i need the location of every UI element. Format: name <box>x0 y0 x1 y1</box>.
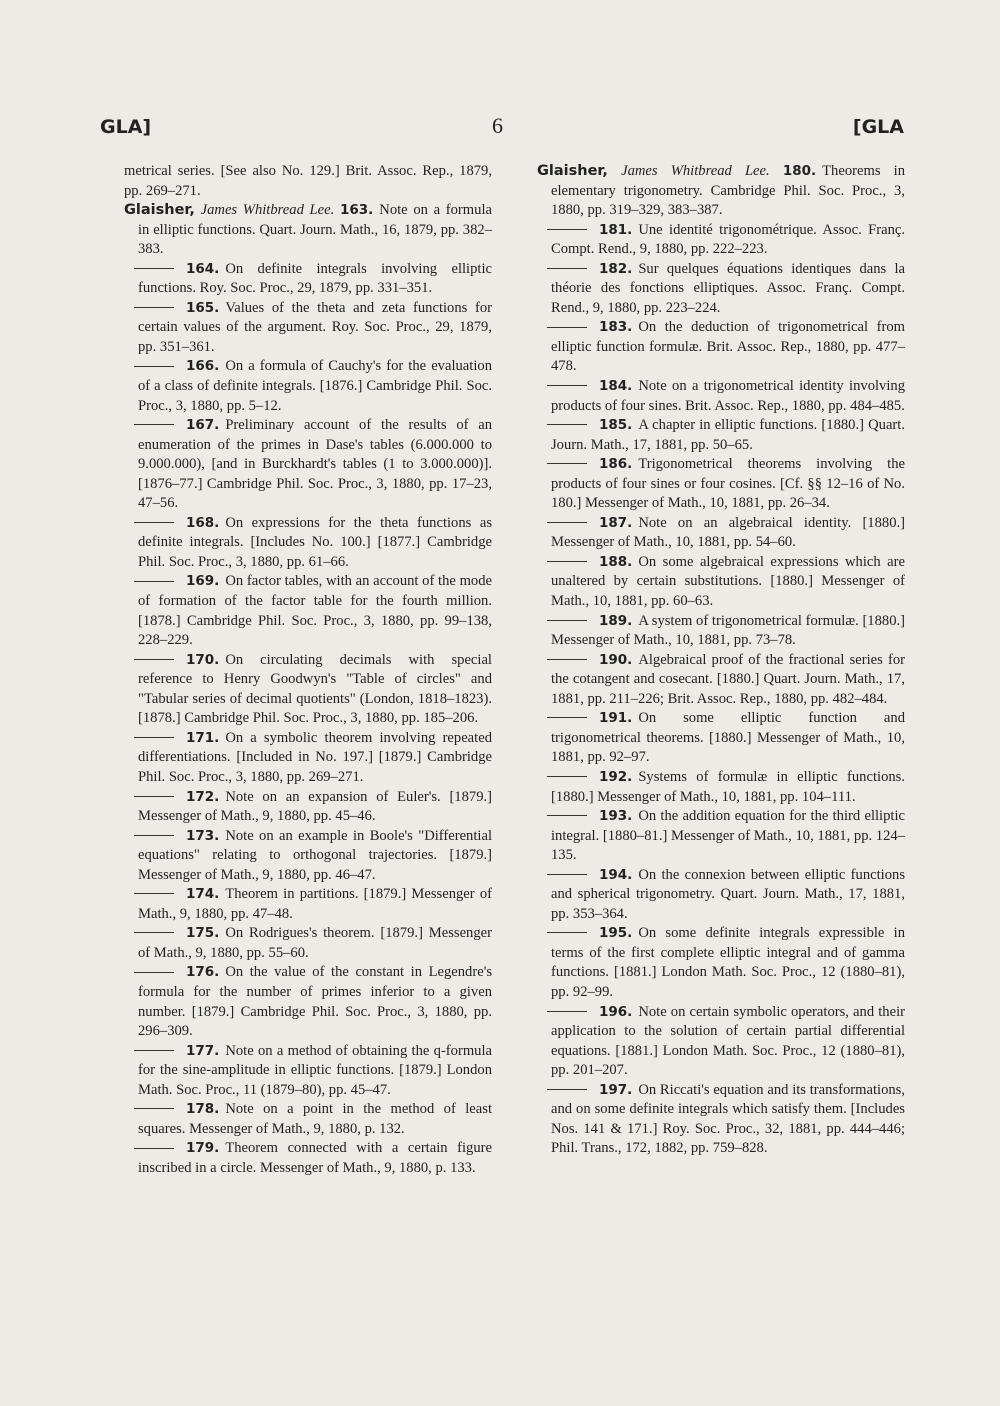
entry-number: 172. <box>186 788 220 805</box>
ditto-dash <box>547 385 587 386</box>
ditto-dash <box>547 327 587 328</box>
author-given-names: James Whitbread Lee. <box>621 163 770 179</box>
entry-text: On some algebraical expressions which are unaltered by certain substitutions. [1880.] Messenger of Math., 10, 1881, pp. 60–63. <box>551 553 905 610</box>
catalogue-entry <box>537 514 905 553</box>
entry-number: 175. <box>186 925 220 942</box>
catalogue-entry <box>537 651 905 710</box>
catalogue-entry <box>537 221 905 260</box>
entry-number: 182. <box>599 260 633 277</box>
entry-number: 181. <box>599 221 633 238</box>
entry-number: 176. <box>186 964 220 981</box>
catalogue-entry <box>124 1139 492 1178</box>
entry-text: Preliminary account of the results of an enumeration of the primes in Dase's tables (6.000.000 to 9.000.000), [and in Burckhardt's tables (1 to 3.000.000)]. [1876–77.] Cambridge Phil. Soc. Proc., 3, 1880, pp. 17–23, 47–56. <box>138 417 492 512</box>
ditto-dash <box>134 796 174 797</box>
entry-text: On Riccati's equation and its transformations, and on some definite integrals which satisfy them. [Includes Nos. 141 & 171.] Roy. Soc. Proc., 32, 1881, pp. 444–446; Phil. Trans., 172, 1882, pp. 759–828. <box>551 1081 905 1157</box>
catalogue-entry <box>537 612 905 651</box>
continued-entry <box>124 162 492 201</box>
ditto-dash <box>547 1089 587 1090</box>
catalogue-entry <box>124 651 492 729</box>
entry-text: On factor tables, with an account of the mode of formation of the factor table for the fourth million. [1878.] Cambridge Phil. Soc. Proc., 3, 1880, pp. 99–138, 228–229. <box>138 573 492 649</box>
ditto-dash <box>134 268 174 269</box>
entry-text: Theorems in elementary trigonometry. Cambridge Phil. Soc. Proc., 3, 1880, pp. 319–329, 383–387. <box>551 163 905 219</box>
entry-number: 188. <box>599 553 633 570</box>
entry-text: A chapter in elliptic functions. [1880.] Quart. Journ. Math., 17, 1881, pp. 50–65. <box>551 417 905 453</box>
entry-number: 191. <box>599 710 633 727</box>
running-head-left: GLA] <box>100 116 152 138</box>
entry-number: 174. <box>186 886 220 903</box>
catalogue-entry <box>124 788 492 827</box>
entry-number: 187. <box>599 514 633 531</box>
ditto-dash <box>134 424 174 425</box>
ditto-dash <box>547 932 587 933</box>
ditto-dash <box>547 561 587 562</box>
ditto-dash <box>134 972 174 973</box>
catalogue-entry <box>537 377 905 416</box>
ditto-dash <box>547 620 587 621</box>
entry-number: 189. <box>599 612 633 629</box>
entry-number: 196. <box>599 1003 633 1020</box>
entry-number: 192. <box>599 768 633 785</box>
entry-text: Note on a trigonometrical identity involving products of four sines. Brit. Assoc. Rep., 1880, pp. 484–485. <box>551 378 905 414</box>
catalogue-entry <box>537 866 905 925</box>
entry-number: 169. <box>186 573 220 590</box>
author-surname: Glaisher, <box>124 202 195 219</box>
entry-text: On some definite integrals expressible in terms of the first complete elliptic integral and of gamma functions. [1881.] London Math. Soc. Proc., 12 (1880–81), pp. 92–99. <box>551 925 905 1000</box>
catalogue-entry <box>537 1003 905 1081</box>
entry-number: 177. <box>186 1042 220 1059</box>
catalogue-entry <box>124 416 492 514</box>
ditto-dash <box>547 1011 587 1012</box>
catalogue-entry <box>124 1100 492 1139</box>
entry-number: 168. <box>186 514 220 531</box>
entry-text: Note on a formula in elliptic functions. Quart. Journ. Math., 16, 1879, pp. 382–383. <box>138 202 492 258</box>
page-number: 6 <box>492 113 503 138</box>
ditto-dash <box>134 1050 174 1051</box>
entry-text: On the addition equation for the third elliptic integral. [1880–81.] Messenger of Math., 10, 1881, pp. 124–135. <box>551 808 905 864</box>
entry-number: 164. <box>186 260 220 277</box>
entry-text: Note on an expansion of Euler's. [1879.] Messenger of Math., 9, 1880, pp. 45–46. <box>138 788 492 825</box>
ditto-dash <box>547 522 587 523</box>
ditto-dash <box>134 307 174 308</box>
entry-number: 184. <box>599 378 633 395</box>
catalogue-entry <box>537 709 905 768</box>
entry-text: Trigonometrical theorems involving the products of four sines or four cosines. [Cf. §§ 12–16 of No. 180.] Messenger of Math., 10, 1881, pp. 26–34. <box>551 456 905 512</box>
catalogue-entry <box>537 768 905 807</box>
entry-text: A system of trigonometrical formulæ. [1880.] Messenger of Math., 10, 1881, pp. 73–78. <box>551 612 905 649</box>
catalogue-entry <box>124 299 492 358</box>
ditto-dash <box>134 835 174 836</box>
entry-text: On the connexion between elliptic functions and spherical trigonometry. Quart. Journ. Math., 17, 1881, pp. 353–364. <box>551 866 905 922</box>
catalogue-entry <box>537 924 905 1002</box>
catalogue-entry <box>124 963 492 1041</box>
entry-number: 180. <box>782 163 817 179</box>
entry-number: 171. <box>186 729 220 746</box>
entry-number: 173. <box>186 827 220 844</box>
ditto-dash <box>134 932 174 933</box>
catalogue-entry <box>124 514 492 573</box>
entry-text: On definite integrals involving elliptic functions. Roy. Soc. Proc., 29, 1879, pp. 331–351. <box>138 260 492 297</box>
entry-number: 190. <box>599 651 633 668</box>
ditto-dash <box>134 1148 174 1149</box>
entry-text: Algebraical proof of the fractional series for the cotangent and cosecant. [1880.] Quart. Journ. Math., 17, 1881, pp. 211–226; Brit. Assoc. Rep., 1880, pp. 482–484. <box>551 651 905 707</box>
entry-number: 167. <box>186 417 220 434</box>
catalogue-entry <box>537 1081 905 1159</box>
entry-text: Theorem connected with a certain figure inscribed in a circle. Messenger of Math., 9, 1880, p. 133. <box>138 1140 492 1176</box>
entry-number: 165. <box>186 299 220 316</box>
catalogue-entry <box>537 553 905 612</box>
catalogue-entry <box>124 924 492 963</box>
author-given-names: James Whitbread Lee. <box>200 202 335 219</box>
entry-text: Une identité trigonométrique. Assoc. Franç. Compt. Rend., 9, 1880, pp. 222–223. <box>551 221 905 258</box>
ditto-dash <box>547 463 587 464</box>
ditto-dash <box>547 874 587 875</box>
ditto-dash <box>547 717 587 718</box>
entry-text: On expressions for the theta functions as definite integrals. [Includes No. 100.] [1877.] Cambridge Phil. Soc. Proc., 3, 1880, pp. 61–66. <box>138 514 492 570</box>
left-column <box>124 162 492 1178</box>
entry-number: 170. <box>186 651 220 668</box>
entry-text: On a formula of Cauchy's for the evaluation of a class of definite integrals. [1876.] Cambridge Phil. Soc. Proc., 3, 1880, pp. 5–12. <box>138 358 492 414</box>
ditto-dash <box>134 659 174 660</box>
continued-entry-text: metrical series. [See also No. 129.] Brit. Assoc. Rep., 1879, pp. 269–271. <box>124 163 492 199</box>
entry-number: 166. <box>186 358 220 375</box>
catalogue-entry <box>537 416 905 455</box>
catalogue-entry <box>537 260 905 319</box>
ditto-dash <box>134 1108 174 1109</box>
entry-number: 179. <box>186 1140 220 1157</box>
entry-text: Systems of formulæ in elliptic functions. [1880.] Messenger of Math., 10, 1881, pp. 104–111. <box>551 768 905 805</box>
ditto-dash <box>547 659 587 660</box>
ditto-dash <box>134 581 174 582</box>
ditto-dash <box>134 737 174 738</box>
entry-number: 178. <box>186 1101 220 1118</box>
catalogue-entry <box>537 807 905 866</box>
catalogue-entry <box>124 885 492 924</box>
entry-number: 197. <box>599 1081 633 1098</box>
ditto-dash <box>134 522 174 523</box>
catalogue-entry <box>537 455 905 514</box>
author-surname: Glaisher, <box>537 163 608 179</box>
left-entry-list <box>124 260 492 1179</box>
catalogue-entry <box>537 318 905 377</box>
ditto-dash <box>547 424 587 425</box>
entry-number: 193. <box>599 808 633 825</box>
entry-number: 183. <box>599 319 633 336</box>
entry-text: On the deduction of trigonometrical from elliptic function formulæ. Brit. Assoc. Rep., 1880, pp. 477–478. <box>551 319 905 375</box>
author-heading-entry <box>537 162 905 221</box>
catalogue-entry <box>124 827 492 886</box>
entry-number: 195. <box>599 925 633 942</box>
entry-number: 186. <box>599 456 633 473</box>
ditto-dash <box>547 268 587 269</box>
ditto-dash <box>134 893 174 894</box>
entry-text: Note on a method of obtaining the q-formula for the sine-amplitude in elliptic functions. [1879.] London Math. Soc. Proc., 11 (1879–80), pp. 45–47. <box>138 1042 492 1098</box>
running-head-right: [GLA <box>852 116 904 138</box>
entry-text: On circulating decimals with special reference to Henry Goodwyn's "Table of circles" and "Tabular series of decimal quotients" (London, 1818–1823). [1878.] Cambridge Phil. Soc. Proc., 3, 1880, pp. 185–206. <box>138 651 492 727</box>
ditto-dash <box>547 815 587 816</box>
running-head <box>100 113 904 146</box>
entry-text: Note on an example in Boole's "Differential equations" relating to orthogonal trajectories. [1879.] Messenger of Math., 9, 1880, pp. 46–47. <box>138 827 492 883</box>
ditto-dash <box>134 366 174 367</box>
entry-text: On some elliptic function and trigonometrical theorems. [1880.] Messenger of Math., 10, 1881, pp. 92–97. <box>551 710 905 766</box>
entry-text: Note on a point in the method of least squares. Messenger of Math., 9, 1880, p. 132. <box>138 1101 492 1137</box>
entry-text: On a symbolic theorem involving repeated differentiations. [Included in No. 197.] [1879.] Cambridge Phil. Soc. Proc., 3, 1880, pp. 269–271. <box>138 729 492 785</box>
entry-text: Sur quelques équations identiques dans la théorie des fonctions elliptiques. Assoc. Franç. Compt. Rend., 9, 1880, pp. 223–224. <box>551 260 905 316</box>
author-heading-entry <box>124 201 492 260</box>
entry-number: 194. <box>599 866 633 883</box>
right-column <box>537 162 905 1159</box>
catalogue-entry <box>124 260 492 299</box>
catalogue-entry <box>124 1042 492 1101</box>
entry-text: Note on certain symbolic operators, and their application to the solution of certain partial differential equations. [1881.] London Math. Soc. Proc., 12 (1880–81), pp. 201–207. <box>551 1003 905 1079</box>
ditto-dash <box>547 776 587 777</box>
entry-text: On the value of the constant in Legendre's formula for the number of primes inferior to a given number. [1879.] Cambridge Phil. Soc. Proc., 3, 1880, pp. 296–309. <box>138 964 492 1040</box>
entry-text: Note on an algebraical identity. [1880.] Messenger of Math., 10, 1881, pp. 54–60. <box>551 514 905 551</box>
right-entry-list <box>537 221 905 1159</box>
entry-number: 185. <box>599 417 633 434</box>
entry-number: 163. <box>339 202 374 219</box>
entry-text: Theorem in partitions. [1879.] Messenger of Math., 9, 1880, pp. 47–48. <box>138 886 492 922</box>
entry-text: Values of the theta and zeta functions for certain values of the argument. Roy. Soc. Proc., 29, 1879, pp. 351–361. <box>138 299 492 355</box>
entry-text: On Rodrigues's theorem. [1879.] Messenger of Math., 9, 1880, pp. 55–60. <box>138 925 492 961</box>
catalogue-entry <box>124 357 492 416</box>
catalogue-entry <box>124 729 492 788</box>
ditto-dash <box>547 229 587 230</box>
catalogue-entry <box>124 572 492 650</box>
